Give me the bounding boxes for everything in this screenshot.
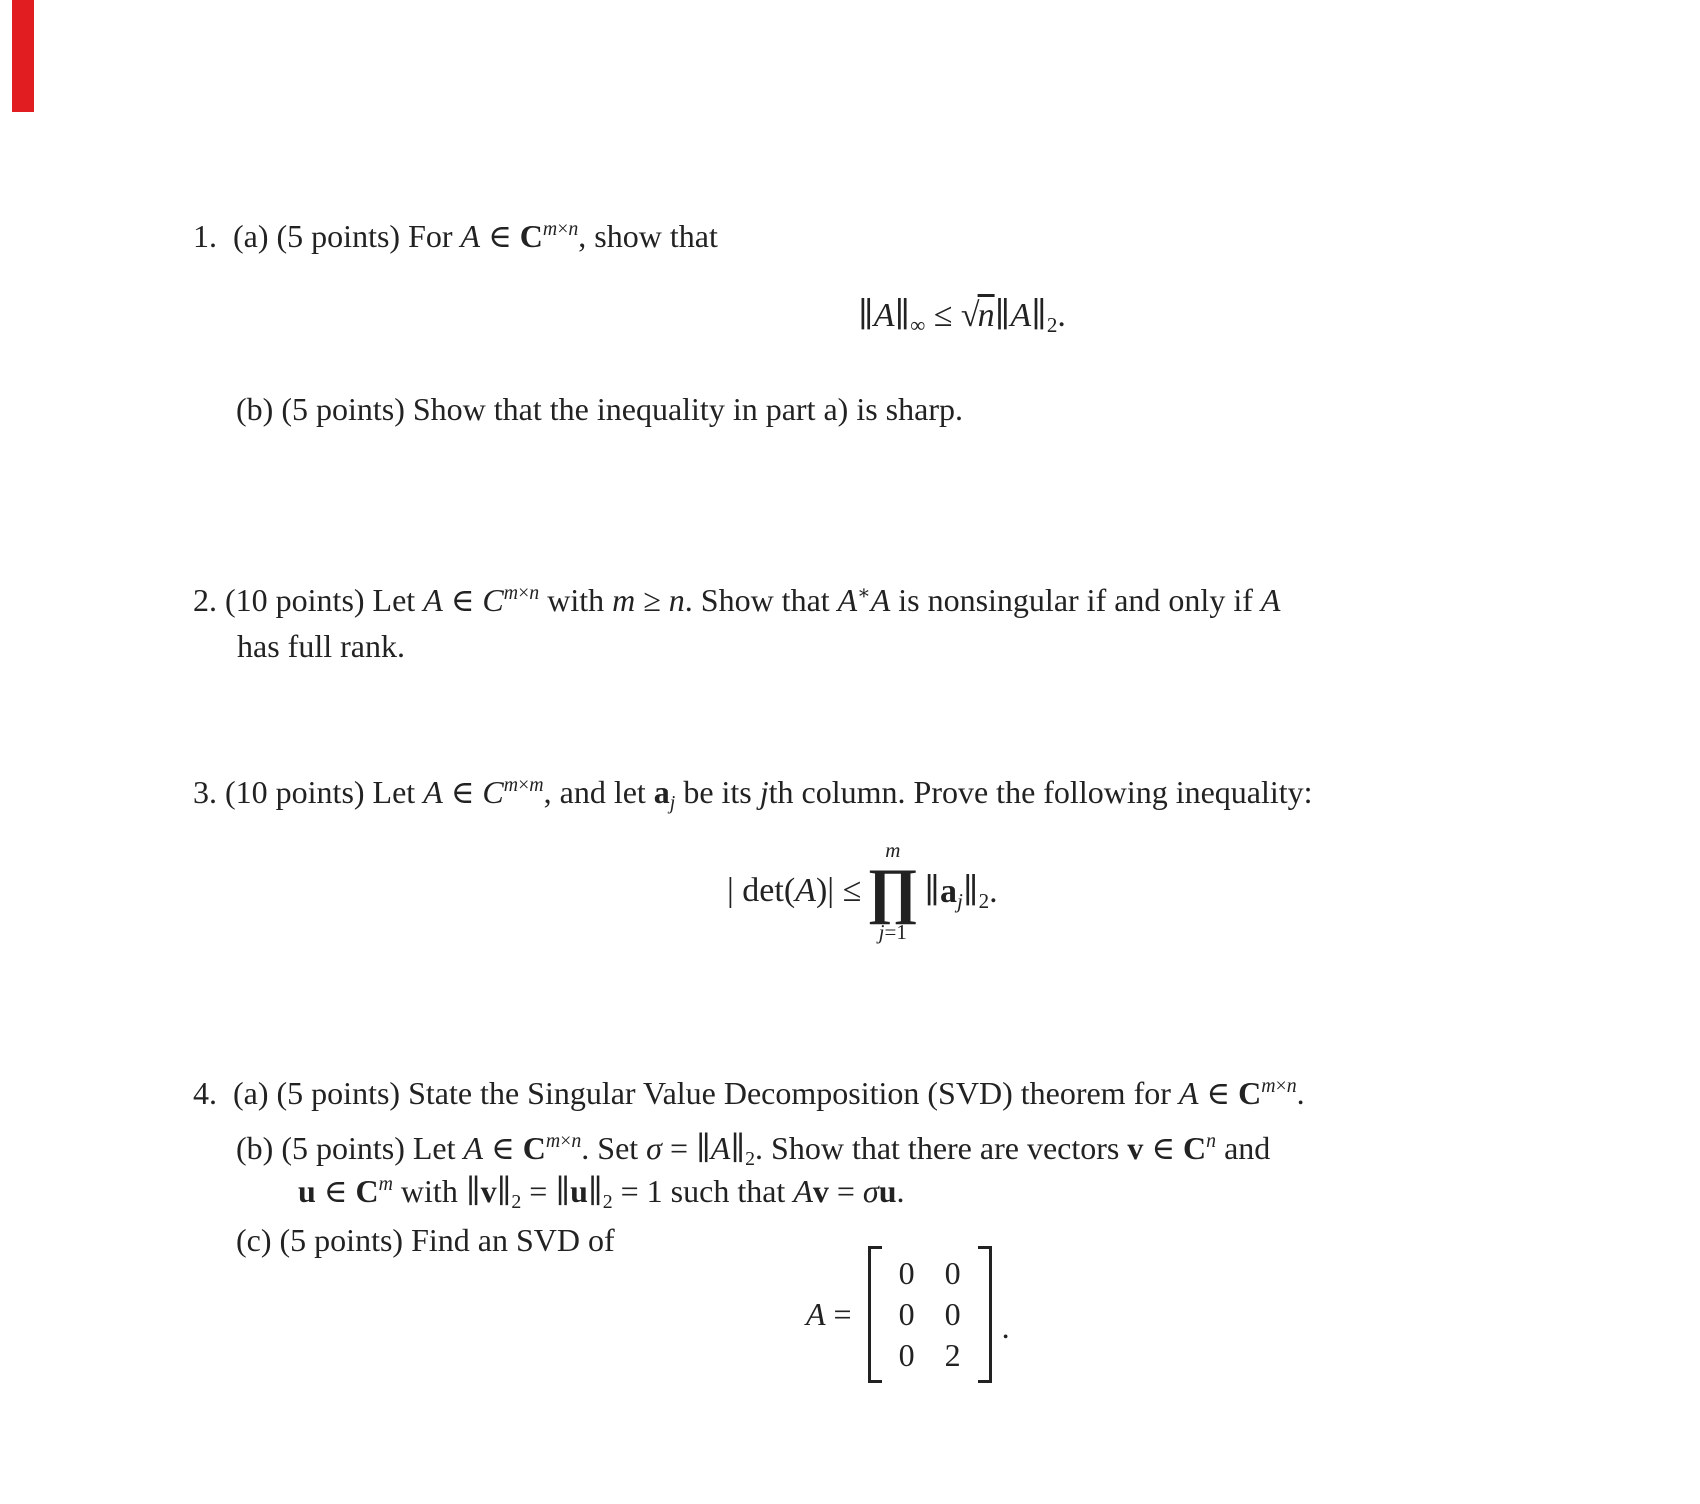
problem-4c-text: (c) (5 points) Find an SVD of <box>236 1222 615 1258</box>
red-edge-marker <box>12 0 34 112</box>
problem-3-text: 3. (10 points) Let A ∈ $C^{m\times m}$, and let aj be its jth column. Prove the following inequality: <box>193 774 1313 814</box>
formula-hadamard-inequality <box>727 838 998 944</box>
matrix-equation <box>806 1246 1010 1383</box>
matrix-cell: 0 <box>944 1296 961 1332</box>
problem-1b-text: (b) (5 points) Show that the inequality in part a) is sharp. <box>236 391 963 427</box>
product-lower-limit: j=1 <box>878 920 907 944</box>
problem-2-text-line1: 2. (10 points) Let A ∈ $C^{m\times n}$ with m ≥ n. Show that A∗A is nonsingular if and only if A <box>193 582 1281 618</box>
problem-2-text-line2: has full rank. <box>237 628 405 664</box>
problem-1a-text: 1. (a) (5 points) For A ∈ $C^{m\times n}$, show that <box>193 218 718 254</box>
problem-4b-text-line1: (b) (5 points) Let A ∈ $C^{m\times n}$. Set σ = ∥A∥2. Show that there are vectors v ∈ $C^n$ and <box>236 1130 1271 1170</box>
matrix-cell: 0 <box>898 1255 915 1291</box>
product-symbol: ∏ <box>867 857 919 925</box>
matrix-lhs: A = <box>806 1296 852 1332</box>
matrix-right-bracket <box>978 1246 992 1383</box>
matrix-cell: 0 <box>944 1255 961 1291</box>
formula-norm-inequality: ∥A∥∞ ≤ √n∥A∥2. <box>858 297 1066 337</box>
matrix-period: . <box>1001 1309 1010 1345</box>
matrix-A <box>868 1246 992 1383</box>
matrix-left-bracket <box>868 1246 882 1383</box>
matrix-grid <box>882 1246 978 1383</box>
product-upper-limit: m <box>885 838 901 862</box>
formula-det-left: | det(A)| ≤ <box>727 872 862 909</box>
matrix-cell: 2 <box>944 1337 961 1373</box>
problem-4a-text: 4. (a) (5 points) State the Singular Value Decomposition (SVD) theorem for A ∈ $C^{m\times n}$. <box>193 1075 1305 1111</box>
formula-det-right: ∥aj∥2. <box>924 873 998 913</box>
product-operator <box>867 838 918 944</box>
matrix-cell: 0 <box>898 1296 915 1332</box>
problem-4b-text-line2: u ∈ $C^m$ with ∥v∥2 = ∥u∥2 = 1 such that Av = σu. <box>298 1173 905 1213</box>
matrix-cell: 0 <box>898 1337 915 1373</box>
